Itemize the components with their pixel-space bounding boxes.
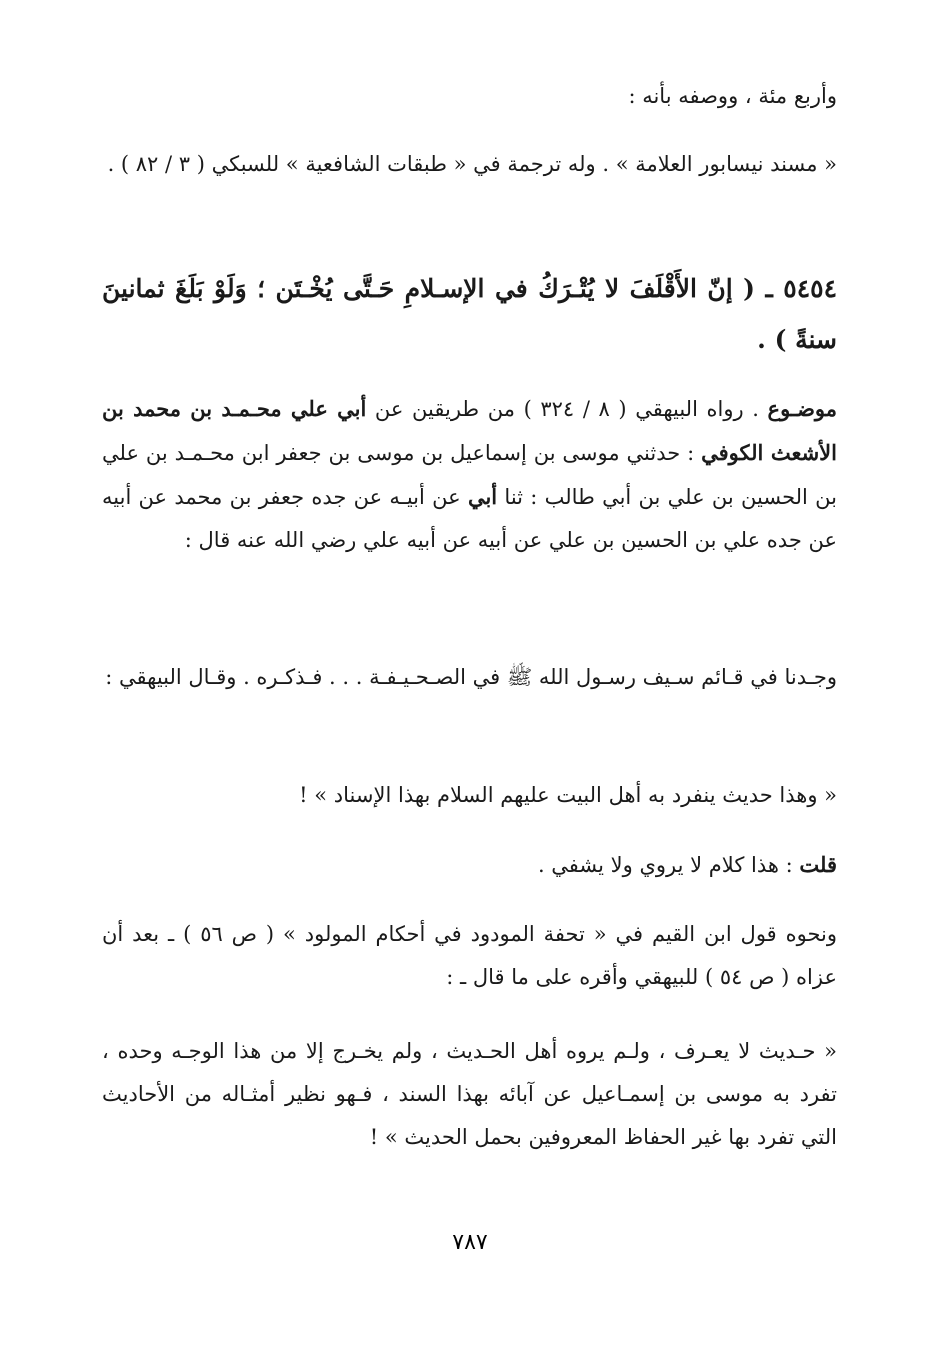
para1-part2: : حدثني موسى بن إسماعيل بن موسى بن جعفر ابن محـمـد بن علي بن الحسين بن علي بن أبي طالب : ثنا: [102, 441, 837, 509]
line-top: وأربع مئة ، ووصفه بأنه :: [628, 84, 837, 108]
qult-rest: : هذا كلام لا يروي ولا يشفي .: [537, 853, 800, 877]
paragraph-takhrij: [102, 387, 837, 562]
abi-word: أبي: [467, 484, 498, 509]
paragraph-qult: [102, 843, 837, 887]
page-number: ٧٨٧: [452, 1230, 488, 1255]
quote-musnad: « مسند نيسابور العلامة » . وله ترجمة في « طبقات الشافعية » للسبكي ( ٣ / ٨٢ ) .: [107, 152, 837, 176]
paragraph-found: وجـدنا في قـائم سـيف رسـول الله ﷺ في الصـحـيـفـة . . . فـذكـره . وقـال البيهقي :: [105, 665, 837, 689]
quote-ibn-qayyim: « حـديث لا يعـرف ، ولـم يروه أهل الحـديث ، ولم يخـرج إلا من هذا الوجـه وحده ، تفرد به موسى بن إسمـاعيل عن آبائه بهذا السند ، فـهو نظير أمثـاله من الأحاديث التي تفرد بها غير الحفاظ المعروفين بحمل الحديث » !: [102, 1039, 837, 1149]
paragraph-ibn-qayyim: ونحوه قول ابن القيم في « تحفة المودود في أحكام المولود » ( ص ٥٦ ) ـ بعد أن عزاه ( ص ٥٤ ) للبيهقي وأقره على ما قال ـ :: [102, 922, 837, 989]
hadith-title: ٥٤٥٤ ـ ( إنّ الأَقْلَفَ لا يُتْـرَكُ في الإسـلامِ حَـتَّى يُخْـتَن ؛ وَلَوْ بَلَغَ ثمانينَ سنةً ) .: [102, 274, 837, 354]
para1-part3: عن أبيـه عن جده جعفر بن محمد عن أبيه عن جده علي بن الحسين بن علي عن أبيه عن أبيه علي رضي الله عنه قال :: [102, 485, 837, 552]
grading-word: موضـوع: [767, 396, 838, 421]
qult-word: قلت: [799, 852, 837, 877]
para1-part1: . رواه البيهقي ( ٨ / ٣٢٤ ) من طريقين عن: [366, 397, 768, 421]
quote-bayhaqi: « وهذا حديث ينفرد به أهل البيت عليهم السلام بهذا الإسناد » !: [299, 783, 837, 807]
narrator-name: أبي علي محـمـد بن محمد بن الأشعث الكوفي: [102, 396, 837, 465]
